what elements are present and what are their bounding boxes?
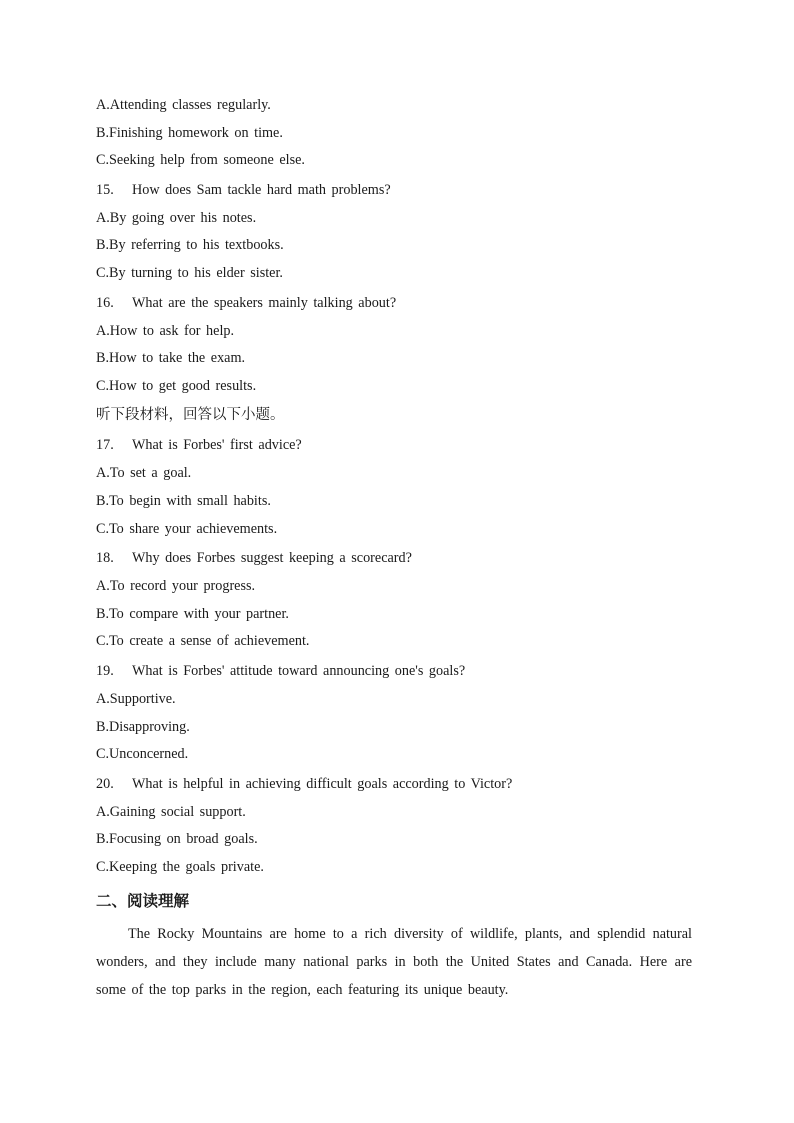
answer-option: C.Unconcerned. — [96, 746, 189, 763]
answer-option: B.To compare with your partner. — [96, 605, 289, 622]
question-number: 18. — [96, 550, 114, 567]
listening-instruction: 听下段材料，回答以下小题。 — [96, 407, 285, 424]
answer-option: C.To create a sense of achievement. — [96, 633, 310, 650]
document-page — [96, 92, 706, 1004]
question-text: What is Forbes' first advice? — [132, 437, 302, 454]
answer-option: A.By going over his notes. — [96, 209, 257, 226]
question-number: 16. — [96, 294, 114, 311]
answer-option: B.Focusing on broad goals. — [96, 831, 258, 848]
answer-option: C.How to get good results. — [96, 377, 257, 394]
answer-option: C.Seeking help from someone else. — [96, 152, 305, 169]
answer-option: B.How to take the exam. — [96, 350, 246, 367]
answer-option: C.By turning to his elder sister. — [96, 264, 283, 281]
question-text: What is helpful in achieving difficult goals according to Victor? — [132, 775, 513, 792]
question-list — [96, 92, 706, 881]
question-line — [96, 288, 706, 318]
answer-option: B.Finishing homework on time. — [96, 124, 283, 141]
answer-option: C.Keeping the goals private. — [96, 858, 264, 875]
answer-option: A.Attending classes regularly. — [96, 97, 271, 113]
answer-option: A.To record your progress. — [96, 578, 256, 595]
answer-option: B.By referring to his textbooks. — [96, 237, 284, 254]
answer-option: B.To begin with small habits. — [96, 492, 271, 509]
section-title: 二、阅读理解 — [96, 892, 190, 911]
answer-option: A.How to ask for help. — [96, 322, 235, 339]
question-line — [96, 430, 706, 460]
question-text: Why does Forbes suggest keeping a scorecard? — [132, 550, 412, 567]
question-text: What is Forbes' attitude toward announcing one's goals? — [132, 662, 466, 679]
answer-option: B.Disapproving. — [96, 718, 190, 735]
answer-option: C.To share your achievements. — [96, 520, 278, 537]
question-number: 19. — [96, 662, 114, 679]
question-line — [96, 543, 706, 573]
answer-option: A.Supportive. — [96, 690, 176, 707]
answer-option: A.Gaining social support. — [96, 803, 246, 820]
question-line — [96, 656, 706, 686]
question-number: 17. — [96, 437, 114, 454]
question-text: How does Sam tackle hard math problems? — [132, 181, 391, 198]
question-text: What are the speakers mainly talking about? — [132, 294, 397, 311]
question-line — [96, 175, 706, 205]
question-line — [96, 769, 706, 799]
reading-paragraph: The Rocky Mountains are home to a rich diversity of wildlife, plants, and splendid natural wonders, and they include many national parks in both the United States and Canada. Here are some of the top parks in the region, each featuring its unique beauty. — [96, 926, 692, 998]
question-number: 20. — [96, 775, 114, 792]
answer-option: A.To set a goal. — [96, 465, 192, 482]
question-number: 15. — [96, 181, 114, 198]
